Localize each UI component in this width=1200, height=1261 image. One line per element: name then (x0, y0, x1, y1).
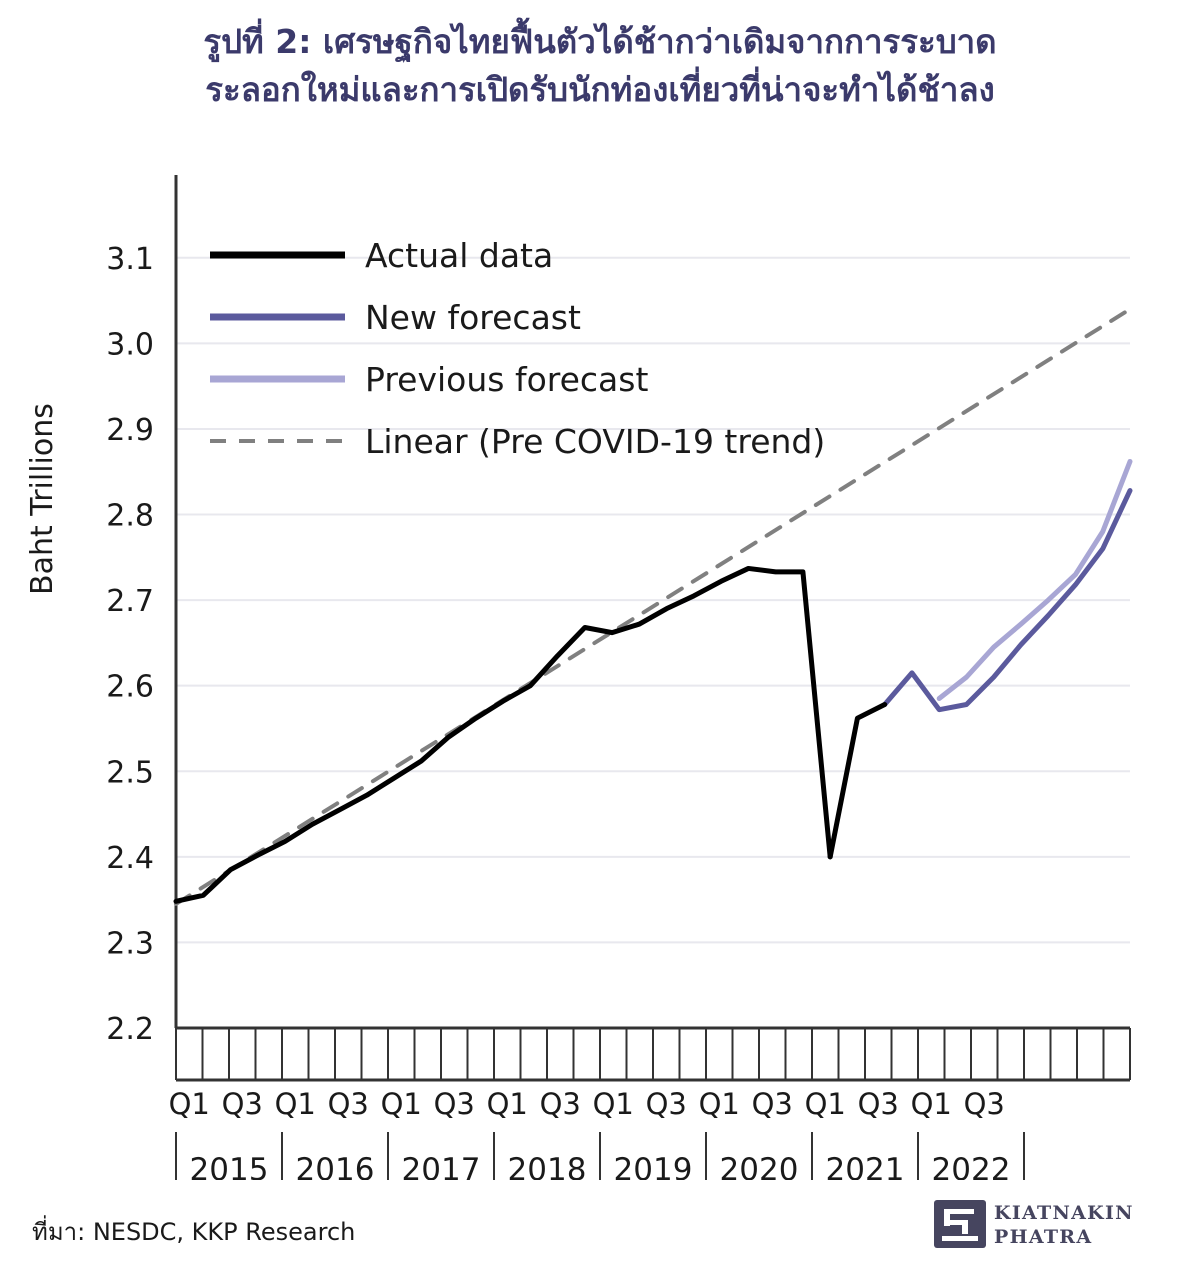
x-axis-quarter-label: Q1 (592, 1087, 634, 1121)
x-axis-quarter-label: Q3 (963, 1087, 1005, 1121)
x-axis-quarter-label: Q1 (380, 1087, 422, 1121)
x-axis-quarter-label: Q1 (168, 1087, 210, 1121)
logo-wordmark (994, 1202, 1134, 1250)
y-axis-title: Baht Trillions (25, 403, 60, 595)
x-axis-quarter-label: Q1 (910, 1087, 952, 1121)
y-axis-tick-label: 2.9 (106, 412, 154, 448)
y-axis-tick-label: 3.1 (106, 241, 154, 277)
line-chart (0, 170, 1200, 1180)
x-axis-quarter-label: Q1 (804, 1087, 846, 1121)
x-axis-year-label: 2021 (825, 1152, 905, 1180)
x-axis-year-label: 2015 (189, 1152, 269, 1180)
x-axis-quarter-label: Q1 (698, 1087, 740, 1121)
chart-canvas (0, 170, 1200, 1180)
x-axis-year-label: 2018 (507, 1152, 587, 1180)
y-axis-tick-label: 2.5 (106, 755, 154, 791)
x-axis-quarter-label: Q3 (645, 1087, 687, 1121)
x-axis-quarter-label: Q3 (539, 1087, 581, 1121)
y-axis-tick-label: 2.8 (106, 498, 154, 534)
legend-label: Actual data (365, 236, 554, 275)
series-line (830, 705, 885, 857)
legend-label: Previous forecast (365, 360, 649, 399)
x-axis-quarter-label: Q3 (433, 1087, 475, 1121)
source-note: ที่มา: NESDC, KKP Research (32, 1218, 356, 1246)
y-axis-tick-label: 2.4 (106, 840, 154, 876)
page-title-line2: ระลอกใหม่และการเปิดรับนักท่องเที่ยวที่น่าจะทำได้ช้าลง (205, 69, 995, 109)
series-line (176, 568, 830, 901)
x-axis-year-label: 2020 (719, 1152, 799, 1180)
x-axis-quarter-label: Q1 (486, 1087, 528, 1121)
series-line (939, 461, 1130, 698)
series-line (176, 309, 1130, 904)
x-axis-quarter-label: Q3 (751, 1087, 793, 1121)
y-axis-tick-label: 3.0 (106, 327, 154, 363)
x-axis-year-label: 2017 (401, 1152, 481, 1180)
logo-wordmark-line1: KIATNAKIN (994, 1202, 1134, 1224)
page-title-line1: รูปที่ 2: เศรษฐกิจไทยฟื้นตัวได้ช้ากว่าเดิมจากการระบาด (203, 22, 997, 61)
legend-label: Linear (Pre COVID-19 trend) (365, 422, 826, 461)
page-title (0, 18, 1200, 114)
logo-wordmark-line2: PHATRA (994, 1225, 1093, 1248)
kkp-logo (932, 1198, 1134, 1254)
y-axis-tick-label: 2.6 (106, 669, 154, 705)
x-axis-quarter-label: Q1 (274, 1087, 316, 1121)
x-axis-year-label: 2019 (613, 1152, 693, 1180)
y-axis-tick-label: 2.3 (106, 926, 154, 962)
x-axis-year-label: 2016 (295, 1152, 375, 1180)
y-axis-tick-label: 2.7 (106, 584, 154, 620)
x-axis-quarter-label: Q3 (857, 1087, 899, 1121)
legend-label: New forecast (365, 298, 581, 337)
logo-mark-icon (932, 1198, 988, 1250)
x-axis-quarter-label: Q3 (221, 1087, 263, 1121)
x-axis-quarter-label: Q3 (327, 1087, 369, 1121)
y-axis-tick-label: 2.2 (106, 1012, 154, 1047)
x-axis-year-label: 2022 (931, 1152, 1011, 1180)
